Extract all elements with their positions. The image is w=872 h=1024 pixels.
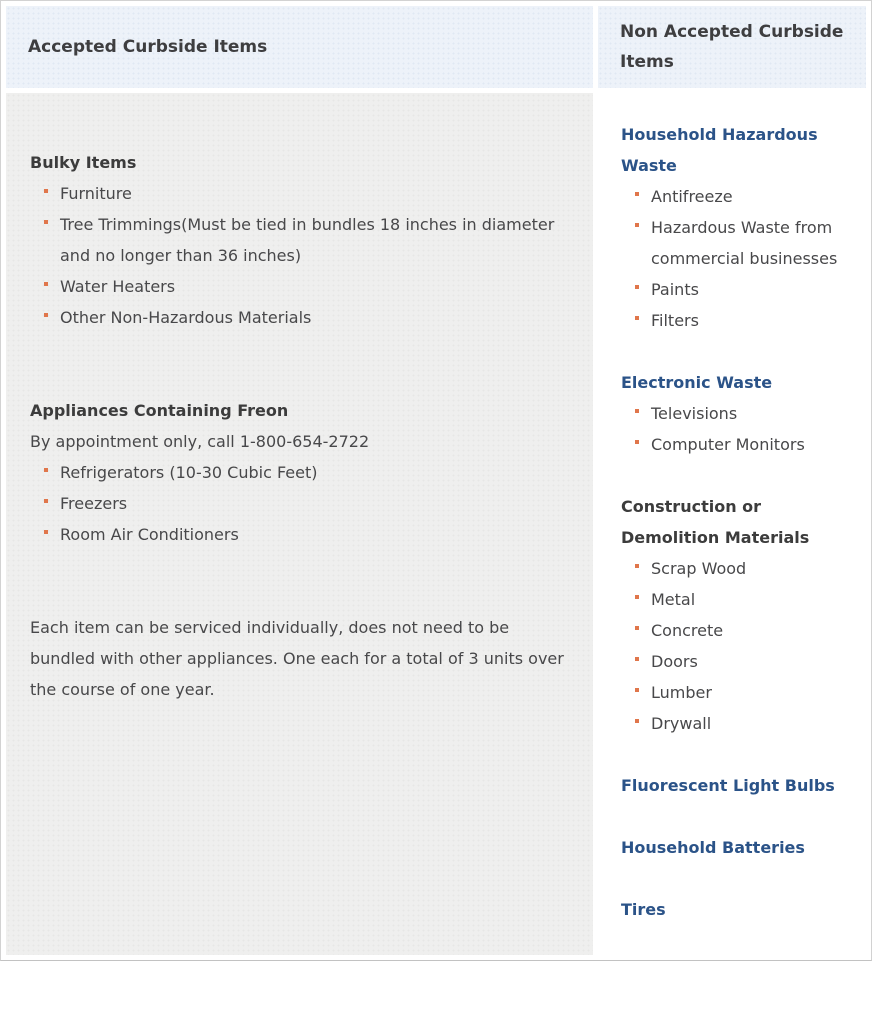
square-bullet-icon	[635, 223, 639, 227]
household-hazardous-waste-link[interactable]: Household Hazardous Waste	[621, 125, 818, 175]
non-accepted-items-cell	[598, 93, 866, 955]
list-item	[60, 457, 573, 488]
list-item	[60, 178, 573, 209]
square-bullet-icon	[635, 688, 639, 692]
construction-demolition-heading: Construction or Demolition Materials	[621, 497, 810, 547]
list-item	[651, 429, 838, 460]
square-bullet-icon	[635, 192, 639, 196]
square-bullet-icon	[44, 220, 48, 224]
list-item-label: Drywall	[651, 714, 712, 733]
list-item	[651, 274, 838, 305]
list-item-label: Filters	[651, 311, 699, 330]
list-item	[60, 488, 573, 519]
bulky-items-heading: Bulky Items	[30, 153, 137, 172]
list-item-label: Refrigerators (10-30 Cubic Feet)	[60, 463, 318, 482]
list-item	[651, 615, 838, 646]
non-accepted-header-cell	[598, 6, 866, 88]
household-hazardous-waste-section	[621, 119, 838, 336]
square-bullet-icon	[44, 313, 48, 317]
appliances-freon-list	[30, 457, 573, 550]
square-bullet-icon	[44, 282, 48, 286]
list-item-label: Concrete	[651, 621, 724, 640]
square-bullet-icon	[635, 626, 639, 630]
list-item-label: Computer Monitors	[651, 435, 805, 454]
tires-link[interactable]: Tires	[621, 900, 666, 919]
square-bullet-icon	[44, 189, 48, 193]
accepted-header-label: Accepted Curbside Items	[28, 37, 268, 57]
list-item	[651, 584, 838, 615]
fluorescent-light-bulbs-section	[621, 770, 838, 801]
appointment-note: By appointment only, call 1-800-654-2722	[30, 432, 370, 451]
list-item-label: Room Air Conditioners	[60, 525, 239, 544]
bulky-items-list	[30, 178, 573, 333]
household-batteries-section	[621, 832, 838, 863]
square-bullet-icon	[635, 657, 639, 661]
list-item	[651, 646, 838, 677]
square-bullet-icon	[44, 530, 48, 534]
construction-demolition-list	[621, 553, 838, 739]
list-item-label: Tree Trimmings(Must be tied in bundles 18 inches in diameter and no longer than 36 inches)	[60, 215, 555, 265]
square-bullet-icon	[44, 499, 48, 503]
list-item	[60, 271, 573, 302]
accepted-header-cell	[6, 6, 593, 88]
list-item	[651, 305, 838, 336]
list-item	[651, 708, 838, 739]
list-item	[651, 212, 838, 274]
list-item	[651, 677, 838, 708]
list-item-label: Lumber	[651, 683, 712, 702]
non-accepted-header-label: Non Accepted Curbside Items	[620, 22, 844, 72]
list-item-label: Antifreeze	[651, 187, 733, 206]
square-bullet-icon	[635, 595, 639, 599]
list-item	[60, 519, 573, 550]
household-hazardous-waste-list	[621, 181, 838, 336]
list-item-label: Other Non-Hazardous Materials	[60, 308, 312, 327]
square-bullet-icon	[44, 468, 48, 472]
list-item	[651, 398, 838, 429]
list-item-label: Freezers	[60, 494, 128, 513]
list-item	[60, 302, 573, 333]
electronic-waste-list	[621, 398, 838, 460]
list-item-label: Metal	[651, 590, 696, 609]
list-item-label: Furniture	[60, 184, 132, 203]
list-item-label: Televisions	[651, 404, 738, 423]
list-item-label: Hazardous Waste from commercial businesses	[651, 218, 838, 268]
list-item-label: Water Heaters	[60, 277, 176, 296]
list-item	[651, 181, 838, 212]
tires-section	[621, 894, 838, 925]
square-bullet-icon	[635, 440, 639, 444]
list-item	[60, 209, 573, 271]
appliances-freon-heading: Appliances Containing Freon	[30, 401, 289, 420]
square-bullet-icon	[635, 719, 639, 723]
electronic-waste-section	[621, 367, 838, 460]
appliances-freon-section	[30, 395, 573, 550]
curbside-items-table	[1, 1, 871, 960]
accepted-items-cell	[6, 93, 593, 955]
fluorescent-light-bulbs-link[interactable]: Fluorescent Light Bulbs	[621, 776, 835, 795]
construction-demolition-section	[621, 491, 838, 739]
list-item-label: Scrap Wood	[651, 559, 747, 578]
square-bullet-icon	[635, 285, 639, 289]
electronic-waste-link[interactable]: Electronic Waste	[621, 373, 773, 392]
list-item-label: Paints	[651, 280, 699, 299]
service-footnote: Each item can be serviced individually, does not need to be bundled with other appliances. One each for a total of 3 units over the course of one year.	[30, 618, 564, 699]
household-batteries-link[interactable]: Household Batteries	[621, 838, 805, 857]
square-bullet-icon	[635, 316, 639, 320]
list-item-label: Doors	[651, 652, 698, 671]
square-bullet-icon	[635, 409, 639, 413]
list-item	[651, 553, 838, 584]
square-bullet-icon	[635, 564, 639, 568]
